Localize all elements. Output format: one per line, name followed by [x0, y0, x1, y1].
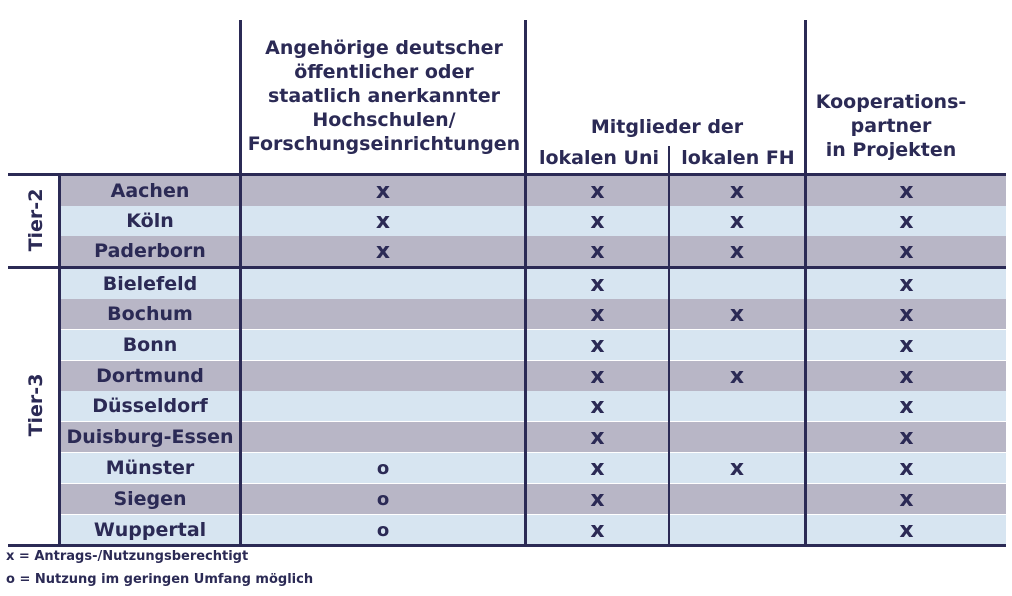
- cross-mark-icon: x: [899, 424, 914, 450]
- angehoerige-cell: [242, 330, 524, 360]
- divider-col-3: [804, 20, 807, 546]
- uni-cell: [527, 453, 668, 483]
- angehoerige-cell: [242, 236, 524, 266]
- city-cell: [61, 422, 239, 452]
- angehoerige-cell: [242, 176, 524, 206]
- header-angehoerige-line: staatlich anerkannter: [268, 85, 500, 107]
- city-name: Münster: [105, 457, 195, 479]
- cross-mark-icon: x: [375, 178, 391, 204]
- city-cell: [61, 515, 239, 545]
- cross-mark-icon: x: [899, 363, 914, 389]
- header-angehoerige-line: Angehörige deutscher: [265, 37, 503, 59]
- cross-mark-icon: x: [590, 178, 605, 204]
- header-koop-line: in Projekten: [825, 139, 957, 161]
- cross-mark-icon: x: [590, 517, 605, 543]
- header-angehoerige-line: Forschungseinrichtungen: [247, 133, 521, 155]
- fh-cell: [670, 422, 804, 452]
- tier-2-label: Tier-2: [25, 188, 47, 252]
- city-name: Dortmund: [96, 365, 204, 387]
- cross-mark-icon: x: [729, 455, 745, 481]
- header-lokalen-fh: lokalen FH: [681, 147, 795, 169]
- city-name: Paderborn: [94, 240, 206, 262]
- cross-mark-icon: x: [899, 393, 914, 419]
- divider-header-bottom: [8, 173, 1006, 176]
- uni-cell: [527, 206, 668, 236]
- fh-cell: [670, 269, 804, 299]
- city-cell: [61, 391, 239, 421]
- cross-mark-icon: x: [899, 238, 914, 264]
- cross-mark-icon: x: [899, 486, 914, 512]
- table-row: [61, 299, 1006, 329]
- uni-cell: [527, 236, 668, 266]
- uni-cell: [527, 269, 668, 299]
- koop-cell: [807, 176, 1006, 206]
- city-cell: [61, 361, 239, 391]
- circle-mark-icon: o: [376, 519, 390, 541]
- city-cell: [61, 206, 239, 236]
- cross-mark-icon: x: [899, 517, 914, 543]
- cross-mark-icon: x: [590, 301, 605, 327]
- koop-cell: [807, 391, 1006, 421]
- city-name: Bonn: [122, 334, 178, 356]
- city-cell: [61, 269, 239, 299]
- angehoerige-cell: [242, 206, 524, 236]
- uni-cell: [527, 484, 668, 514]
- table-row: [61, 361, 1006, 391]
- city-cell: [61, 236, 239, 266]
- city-name: Siegen: [113, 488, 187, 510]
- table-row: [61, 484, 1006, 514]
- uni-cell: [527, 422, 668, 452]
- fh-cell: [670, 330, 804, 360]
- koop-cell: [807, 236, 1006, 266]
- header-lokalen-uni: lokalen Uni: [538, 147, 660, 169]
- koop-cell: [807, 206, 1006, 236]
- city-name: Aachen: [110, 180, 190, 202]
- uni-cell: [527, 299, 668, 329]
- fh-cell: [670, 299, 804, 329]
- city-name: Köln: [126, 210, 174, 232]
- city-name: Düsseldorf: [92, 395, 208, 417]
- city-cell: [61, 176, 239, 206]
- koop-cell: [807, 330, 1006, 360]
- angehoerige-cell: [242, 391, 524, 421]
- koop-cell: [807, 484, 1006, 514]
- cross-mark-icon: x: [375, 208, 391, 234]
- cross-mark-icon: x: [729, 178, 745, 204]
- city-name: Duisburg-Essen: [66, 426, 234, 448]
- angehoerige-cell: [242, 453, 524, 483]
- table-row: [61, 236, 1006, 266]
- uni-cell: [527, 176, 668, 206]
- circle-mark-icon: o: [376, 457, 390, 479]
- city-cell: [61, 453, 239, 483]
- cross-mark-icon: x: [899, 208, 914, 234]
- cross-mark-icon: x: [590, 455, 605, 481]
- cross-mark-icon: x: [899, 455, 914, 481]
- divider-tier-2-3: [8, 266, 1006, 269]
- city-cell: [61, 330, 239, 360]
- table-row: [61, 330, 1006, 360]
- angehoerige-cell: [242, 515, 524, 545]
- cross-mark-icon: x: [590, 424, 605, 450]
- angehoerige-cell: [242, 484, 524, 514]
- koop-cell: [807, 269, 1006, 299]
- table-row: [61, 422, 1006, 452]
- fh-cell: [670, 176, 804, 206]
- divider-col-1: [239, 20, 242, 546]
- koop-cell: [807, 422, 1006, 452]
- legend-x: x = Antrags-/Nutzungsberechtigt: [6, 549, 249, 564]
- cross-mark-icon: x: [375, 238, 391, 264]
- cross-mark-icon: x: [899, 271, 914, 297]
- header-koop-line: partner: [850, 115, 932, 137]
- header-angehoerige-line: öffentlicher oder: [294, 61, 474, 83]
- table-row: [61, 515, 1006, 545]
- koop-cell: [807, 453, 1006, 483]
- tier-3-label: Tier-3: [25, 373, 47, 437]
- angehoerige-cell: [242, 269, 524, 299]
- fh-cell: [670, 515, 804, 545]
- cross-mark-icon: x: [729, 238, 745, 264]
- table-row: [61, 206, 1006, 236]
- cross-mark-icon: x: [899, 301, 914, 327]
- fh-cell: [670, 236, 804, 266]
- fh-cell: [670, 206, 804, 236]
- divider-col-2: [524, 20, 527, 546]
- koop-cell: [807, 361, 1006, 391]
- table-row: [61, 391, 1006, 421]
- legend-o: o = Nutzung im geringen Umfang möglich: [6, 572, 314, 587]
- fh-cell: [670, 453, 804, 483]
- cross-mark-icon: x: [590, 332, 605, 358]
- header-kooperationspartner: [808, 90, 974, 162]
- koop-cell: [807, 299, 1006, 329]
- cross-mark-icon: x: [590, 486, 605, 512]
- header-angehoerige-line: Hochschulen/: [312, 109, 456, 131]
- uni-cell: [527, 515, 668, 545]
- uni-cell: [527, 391, 668, 421]
- city-name: Bielefeld: [102, 273, 198, 295]
- cross-mark-icon: x: [590, 208, 605, 234]
- cross-mark-icon: x: [590, 271, 605, 297]
- header-angehoerige: [244, 36, 524, 156]
- table-row: [61, 269, 1006, 299]
- fh-cell: [670, 391, 804, 421]
- table-row: [61, 176, 1006, 206]
- cross-mark-icon: x: [590, 363, 605, 389]
- city-cell: [61, 484, 239, 514]
- cross-mark-icon: x: [899, 332, 914, 358]
- circle-mark-icon: o: [376, 488, 390, 510]
- angehoerige-cell: [242, 422, 524, 452]
- fh-cell: [670, 361, 804, 391]
- cross-mark-icon: x: [729, 363, 745, 389]
- city-cell: [61, 299, 239, 329]
- angehoerige-cell: [242, 361, 524, 391]
- koop-cell: [807, 515, 1006, 545]
- divider-tier-column: [58, 174, 61, 546]
- city-name: Wuppertal: [93, 519, 207, 541]
- cross-mark-icon: x: [729, 301, 745, 327]
- header-mitglieder-group: Mitglieder der: [590, 116, 744, 138]
- table-row: [61, 453, 1006, 483]
- angehoerige-cell: [242, 299, 524, 329]
- header-koop-line: Kooperations-: [815, 91, 967, 113]
- city-name: Bochum: [107, 303, 193, 325]
- divider-col-uni-fh: [668, 146, 670, 546]
- uni-cell: [527, 361, 668, 391]
- fh-cell: [670, 484, 804, 514]
- cross-mark-icon: x: [590, 238, 605, 264]
- cross-mark-icon: x: [899, 178, 914, 204]
- divider-table-bottom: [8, 544, 1006, 547]
- cross-mark-icon: x: [729, 208, 745, 234]
- uni-cell: [527, 330, 668, 360]
- cross-mark-icon: x: [590, 393, 605, 419]
